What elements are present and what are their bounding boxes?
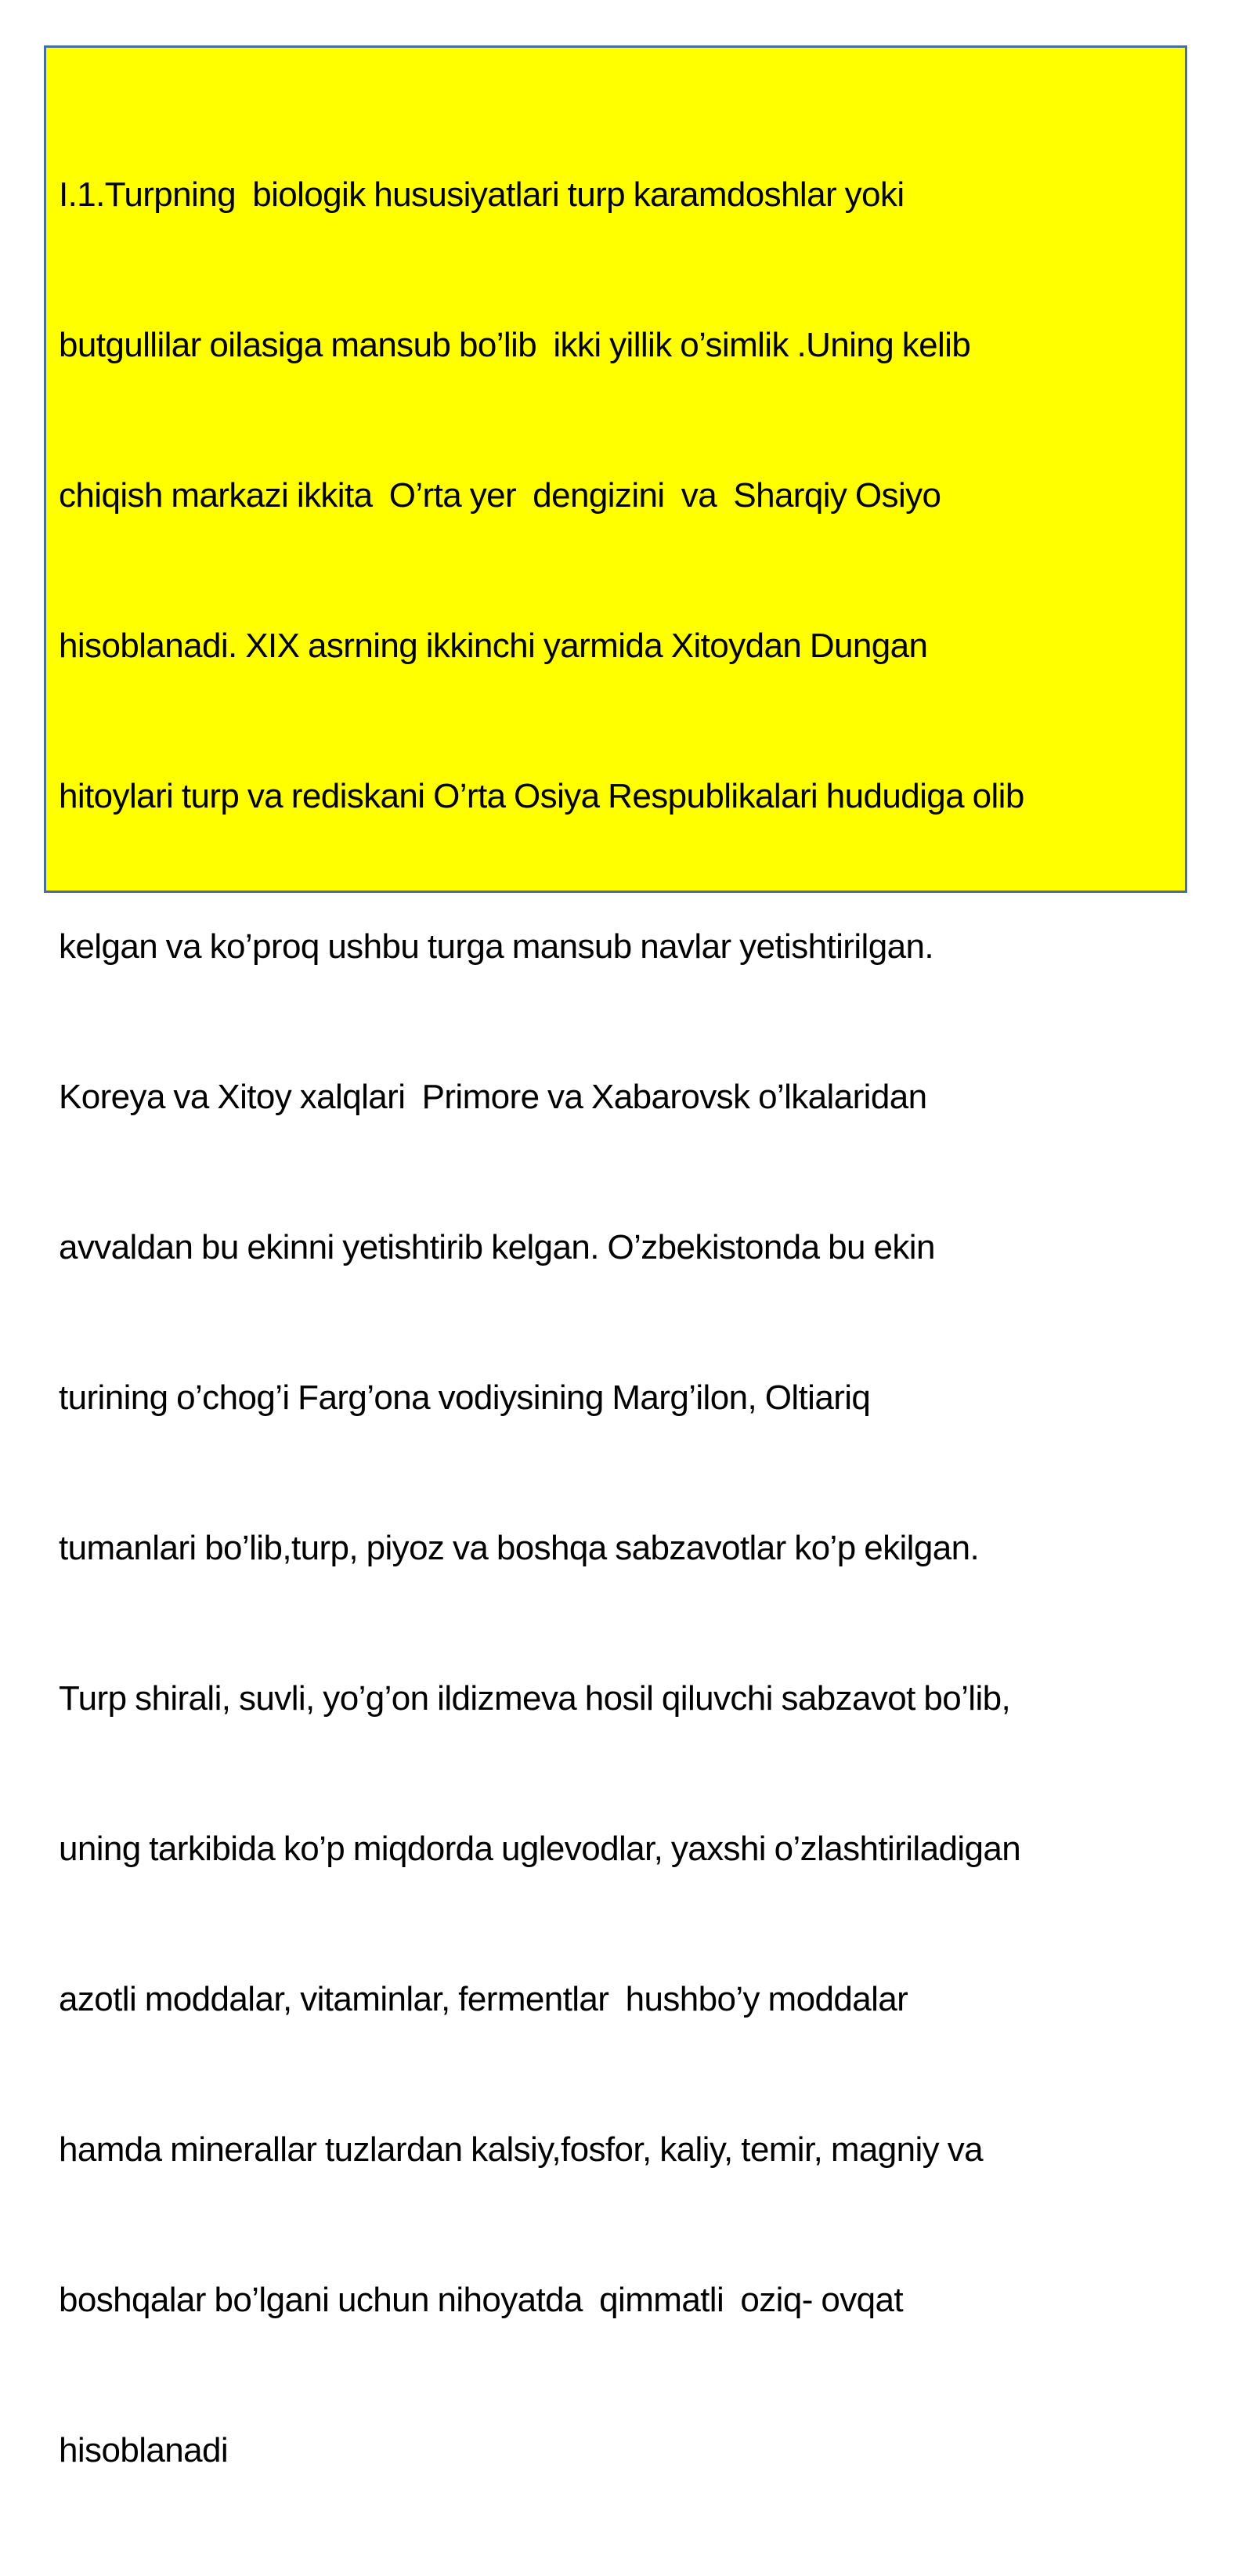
text-line: Koreya va Xitoy xalqlari Primore va Xabarovsk o’lkalaridan [59, 1078, 927, 1116]
text-line: hisoblanadi. XIX asrning ikkinchi yarmida Xitoydan Dungan [59, 627, 928, 665]
text-line: Turp shirali, suvli, yo’g’on ildizmeva hosil qiluvchi sabzavot bo’lib, [59, 1679, 1011, 1718]
text-line: butgullilar oilasiga mansub bo’lib ikki yillik o’simlik .Uning kelib [59, 326, 971, 364]
text-line: boshqalar bo’lgani uchun nihoyatda qimmatli oziq- ovqat [59, 2281, 904, 2319]
text-line: tumanlari bo’lib,turp, piyoz va boshqa sabzavotlar ko’p ekilgan. [59, 1529, 980, 1567]
text-line: hamda minerallar tuzlardan kalsiy,fosfor, kaliy, temir, magniy va [59, 2130, 983, 2169]
text-line: hisoblanadi [59, 2431, 229, 2469]
text-line: azotli moddalar, vitaminlar, fermentlar hushbo’y moddalar [59, 1980, 908, 2018]
text-line: chiqish markazi ikkita O’rta yer dengizini va Sharqiy Osiyo [59, 476, 941, 515]
text-line: avvaldan bu ekinni yetishtirib kelgan. O’zbekistonda bu ekin [59, 1228, 935, 1266]
text-line: I.1.Turpning biologik hususiyatlari turp karamdoshlar yoki [59, 175, 905, 214]
text-line: uning tarkibida ko’p miqdorda uglevodlar, yaxshi o’zlashtiriladigan [59, 1830, 1021, 1868]
yellow-text-box [44, 45, 1187, 2469]
text-line: kelgan va ko’proq ushbu turga mansub navlar yetishtirilgan. [59, 927, 933, 966]
body-paragraph [59, 70, 1172, 2576]
text-line: hitoylari turp va rediskani O’rta Osiya Respublikalari hududiga olib [59, 777, 1024, 815]
text-line: turining o’chog’i Farg’ona vodiysining Marg’ilon, Oltiariq [59, 1378, 871, 1417]
